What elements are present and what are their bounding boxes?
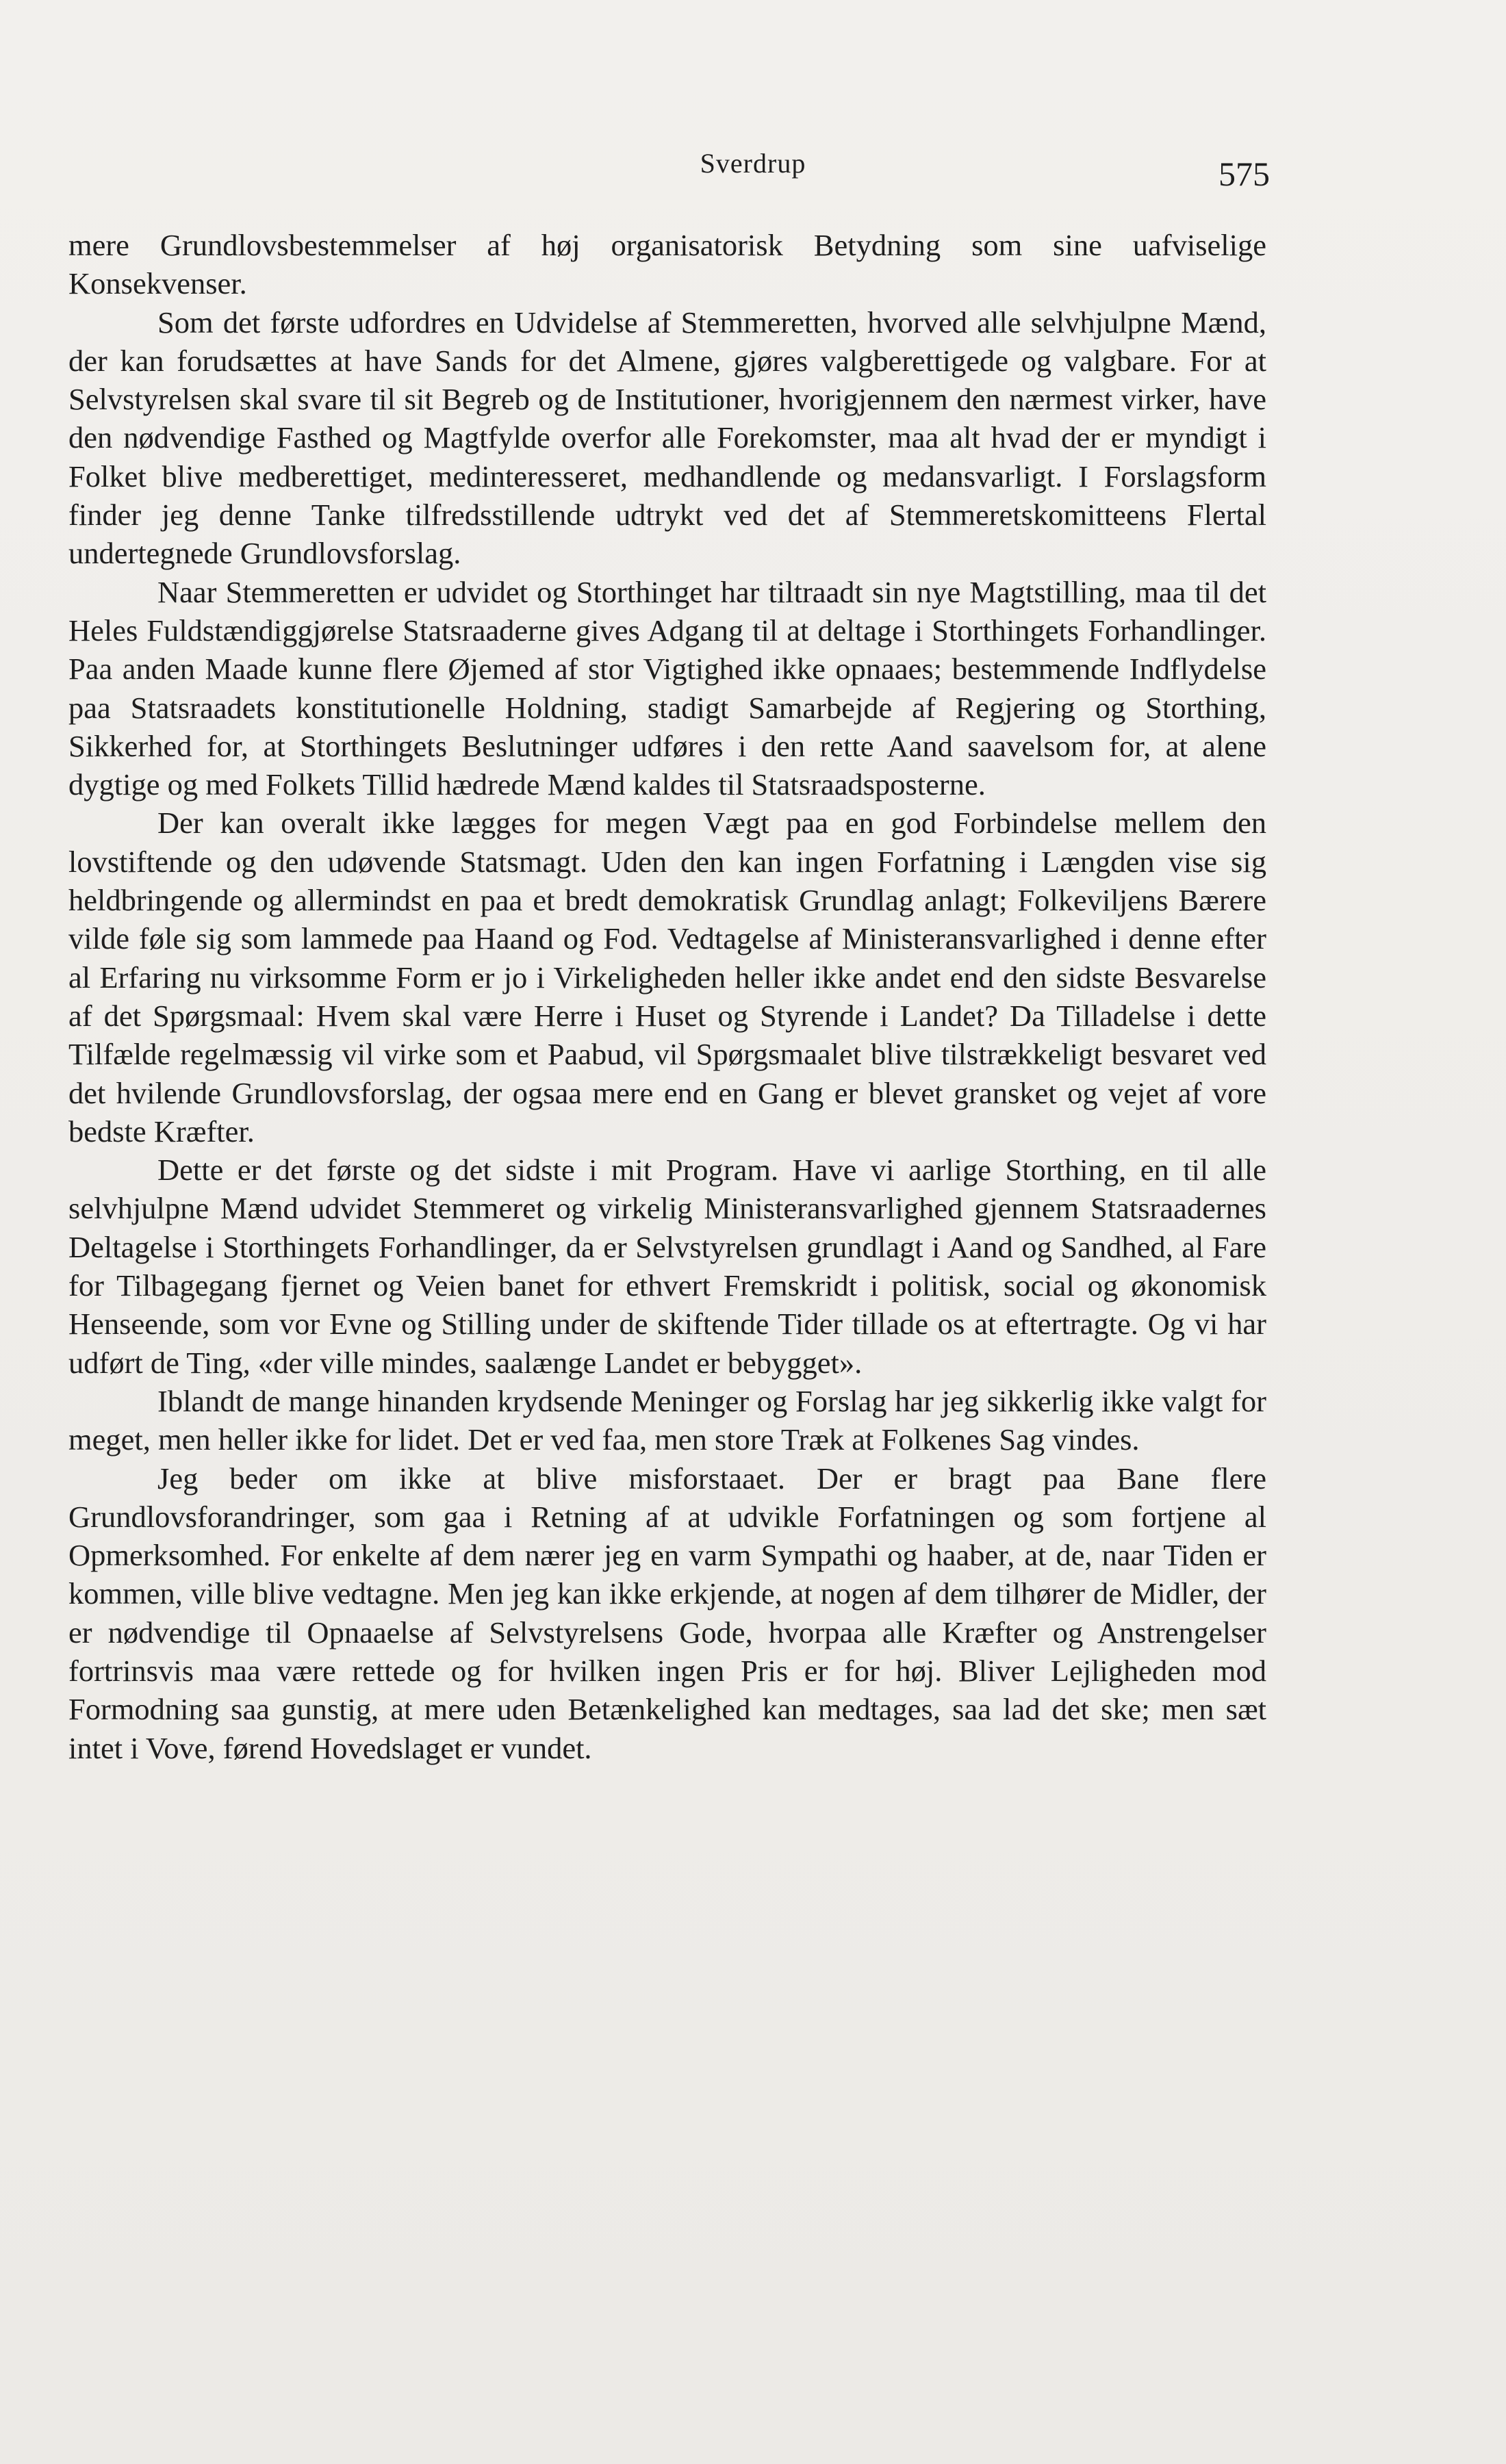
paragraph-2: Som det første udfordres en Udvidelse af Stemmeretten, hvorved alle selvhjulpne Mænd, der kan forudsættes at have Sands for det Almene, gjøres valgberettigede og valgbare. For at Selvstyrelsen skal svare til sit Begreb og de Institutioner, hvorigjennem den nærmest virker, have den nødvendige Fasthed og Magtfylde overfor alle Forekomster, maa alt hvad der er myndigt i Folket blive medberettiget, medinteresseret, medhandlende og medansvarligt. I Forslagsform finder jeg denne Tanke tilfredsstillende udtrykt ved det af Stemmeretskomitteens Flertal undertegnede Grundlovsforslag. xyxy=(68,305,1266,571)
paragraph-5: Dette er det første og det sidste i mit Program. Have vi aarlige Storthing, en til alle selvhjulpne Mænd udvidet Stemmeret og virkelig Ministeransvarlighed gjennem Statsraadernes Deltagelse i Storthingets Forhandlinger, da er Selvstyrelsen grundlagt i Aand og Sandhed, al Fare for Tilbagegang fjernet og Veien banet for ethvert Fremskridt i politisk, social og økonomisk Henseende, som vor Evne og Stilling under de skiftende Tider tillade os at eftertragte. Og vi har udført de Ting, «der ville mindes, saalænge Landet er bebygget». xyxy=(68,1153,1266,1380)
paragraph-6: Iblandt de mange hinanden krydsende Meninger og Forslag har jeg sikkerlig ikke valgt for meget, men heller ikke for lidet. Det er ved faa, men store Træk at Folkenes Sag vindes. xyxy=(68,1383,1266,1457)
body-text xyxy=(68,226,1266,1767)
page-header xyxy=(0,140,1506,195)
page-number: 575 xyxy=(1218,155,1270,193)
paragraph-4: Der kan overalt ikke lægges for megen Vægt paa en god Forbindelse mellem den lovstiftende og den udøvende Statsmagt. Uden den kan ingen Forfatning i Længden vise sig heldbringende og allermindst en paa et bredt demokratisk Grundlag anlagt; Folkeviljens Bærere vilde føle sig som lammede paa Haand og Fod. Vedtagelse af Ministeransvarlighed i denne efter al Erfaring nu virksomme Form er jo i Virkeligheden heller ikke andet end den sidste Besvarelse af det Spørgsmaal: Hvem skal være Herre i Huset og Styrende i Landet? Da Tilladelse i dette Tilfælde regelmæssig vil virke som et Paabud, vil Spørgsmaalet blive tilstrækkeligt besvaret ved det hvilende Grundlovsforslag, der ogsaa mere end en Gang er blevet gransket og vejet af vore bedste Kræfter. xyxy=(68,806,1266,1148)
running-head: Sverdrup xyxy=(700,148,806,179)
paragraph-7: Jeg beder om ikke at blive misforstaaet. Der er bragt paa Bane flere Grundlovsforandringer, som gaa i Retning af at udvikle Forfatningen og som fortjene al Opmerksomhed. For enkelte af dem nærer jeg en varm Sympathi og haaber, at de, naar Tiden er kommen, ville blive vedtagne. Men jeg kan ikke erkjende, at nogen af dem tilhører de Midler, der er nødvendige til Opnaaelse af Selvstyrelsens Gode, hvorpaa alle Kræfter og Anstrengelser fortrinsvis maa være rettede og for hvilken ingen Pris er for høj. Bliver Lejligheden mod Formodning saa gunstig, at mere uden Betænkelighed kan medtages, saa lad det ske; men sæt intet i Vove, førend Hovedslaget er vundet. xyxy=(68,1461,1266,1765)
paragraph-3: Naar Stemmeretten er udvidet og Storthinget har tiltraadt sin nye Magtstilling, maa til det Heles Fuldstændiggjørelse Statsraaderne gives Adgang til at deltage i Storthingets Forhandlinger. Paa anden Maade kunne flere Øjemed af stor Vigtighed ikke opnaaes; bestemmende Indflydelse paa Statsraadets konstitutionelle Holdning, stadigt Samarbejde af Regjering og Storthing, Sikkerhed for, at Storthingets Beslutninger udføres i den rette Aand saavelsom for, at alene dygtige og med Folkets Tillid hædrede Mænd kaldes til Statsraadsposterne. xyxy=(68,574,1266,802)
paragraph-1: mere Grundlovsbestemmelser af høj organisatorisk Betydning som sine uafviselige Konsekvenser. xyxy=(68,228,1266,301)
